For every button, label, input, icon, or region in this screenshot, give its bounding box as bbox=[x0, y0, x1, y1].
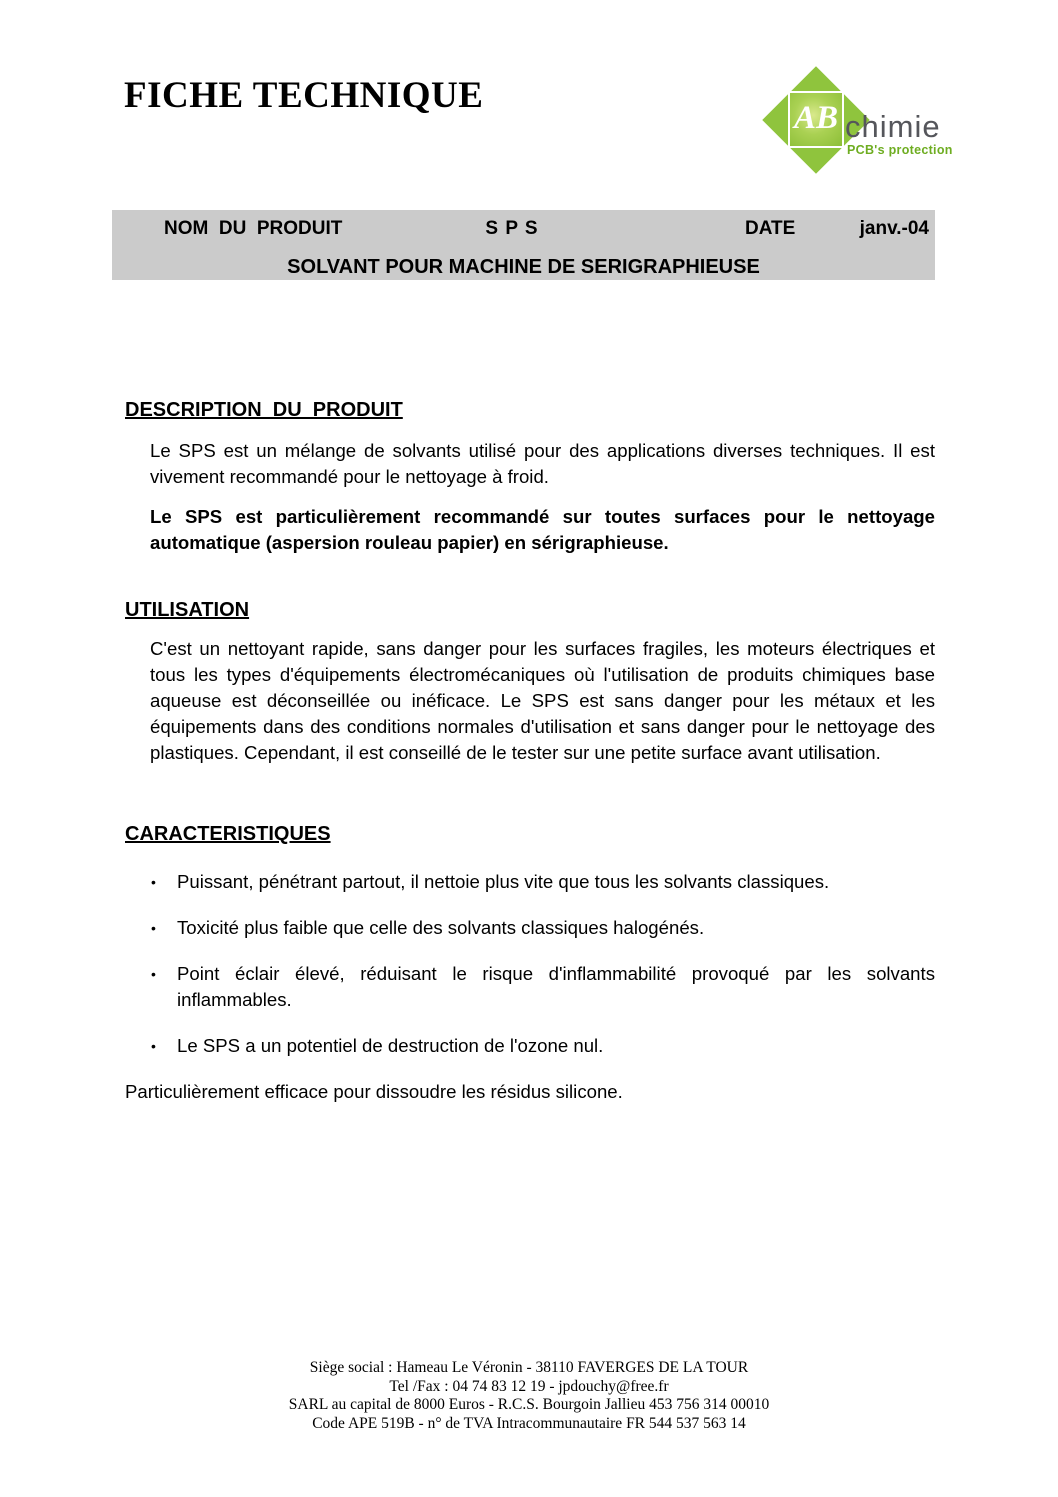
logo-company-name: chimie bbox=[845, 109, 941, 144]
description-paragraph-1: Le SPS est un mélange de solvants utilisé pour des applications diverses techniques. Il est vivement recommandé pour le nettoyage à froid. bbox=[150, 440, 935, 487]
list-item bbox=[150, 1033, 935, 1059]
logo-monogram-box bbox=[788, 91, 844, 148]
date-label: DATE bbox=[745, 218, 796, 239]
footer-line-company: SARL au capital de 8000 Euros - R.C.S. Bourgoin Jallieu 453 756 314 00010 bbox=[288, 1396, 770, 1413]
product-header-bar bbox=[112, 210, 935, 280]
list-item-text: Point éclair élevé, réduisant le risque d'inflammabilité provoqué par les solvants inflammables. bbox=[177, 963, 935, 1010]
closing-note: Particulièrement efficace pour dissoudre les résidus silicone. bbox=[125, 1081, 623, 1102]
bullet-icon: • bbox=[151, 874, 156, 890]
page-title: FICHE TECHNIQUE bbox=[124, 75, 484, 116]
product-name-label: NOM DU PRODUIT bbox=[164, 218, 343, 239]
list-item bbox=[150, 961, 935, 1013]
product-subtitle: SOLVANT POUR MACHINE DE SERIGRAPHIEUSE bbox=[287, 256, 760, 278]
footer-line-contact: Tel /Fax : 04 74 83 12 19 - jpdouchy@free.fr bbox=[389, 1377, 669, 1395]
section-heading-caracteristiques: CARACTERISTIQUES bbox=[125, 823, 331, 845]
logo-initials: AB bbox=[793, 100, 839, 136]
date-value: janv.-04 bbox=[859, 218, 929, 239]
company-logo bbox=[750, 55, 965, 190]
document-footer bbox=[0, 1359, 1058, 1433]
utilisation-paragraph: C'est un nettoyant rapide, sans danger pour les surfaces fragiles, les moteurs électriques et tous les types d'équipements électromécaniques où l'utilisation de produits chimiques base aqueuse est déconseillée ou inéficace. Le SPS est sans danger pour les métaux et les équipements dans des conditions normales d'utilisation et sans danger pour le nettoyage des plastiques. Cependant, il est conseillé de le tester sur une petite surface avant utilisation. bbox=[150, 638, 935, 763]
footer-line-address: Siège social : Hameau Le Véronin - 38110 FAVERGES DE LA TOUR bbox=[309, 1359, 749, 1376]
characteristics-list bbox=[150, 869, 935, 1059]
logo-tagline: PCB's protection bbox=[847, 143, 953, 157]
product-header-row bbox=[112, 218, 935, 242]
bullet-icon: • bbox=[151, 1038, 156, 1054]
section-heading-description: DESCRIPTION DU PRODUIT bbox=[125, 399, 403, 421]
list-item bbox=[150, 869, 935, 895]
list-item-text: Le SPS a un potentiel de destruction de l'ozone nul. bbox=[177, 1035, 604, 1056]
bullet-icon: • bbox=[151, 966, 156, 982]
description-paragraph-2: Le SPS est particulièrement recommandé sur toutes surfaces pour le nettoyage automatique (aspersion rouleau papier) en sérigraphieuse. bbox=[150, 506, 935, 553]
list-item-text: Puissant, pénétrant partout, il nettoie plus vite que tous les solvants classiques. bbox=[177, 871, 830, 892]
list-item bbox=[150, 915, 935, 941]
document-body bbox=[125, 398, 935, 1105]
product-name-value: S P S bbox=[485, 218, 539, 239]
list-item-text: Toxicité plus faible que celle des solvants classiques halogénés. bbox=[177, 917, 705, 938]
section-heading-utilisation: UTILISATION bbox=[125, 599, 250, 621]
footer-line-tax: Code APE 519B - n° de TVA Intracommunautaire FR 544 537 563 14 bbox=[312, 1414, 746, 1432]
bullet-icon: • bbox=[151, 920, 156, 936]
